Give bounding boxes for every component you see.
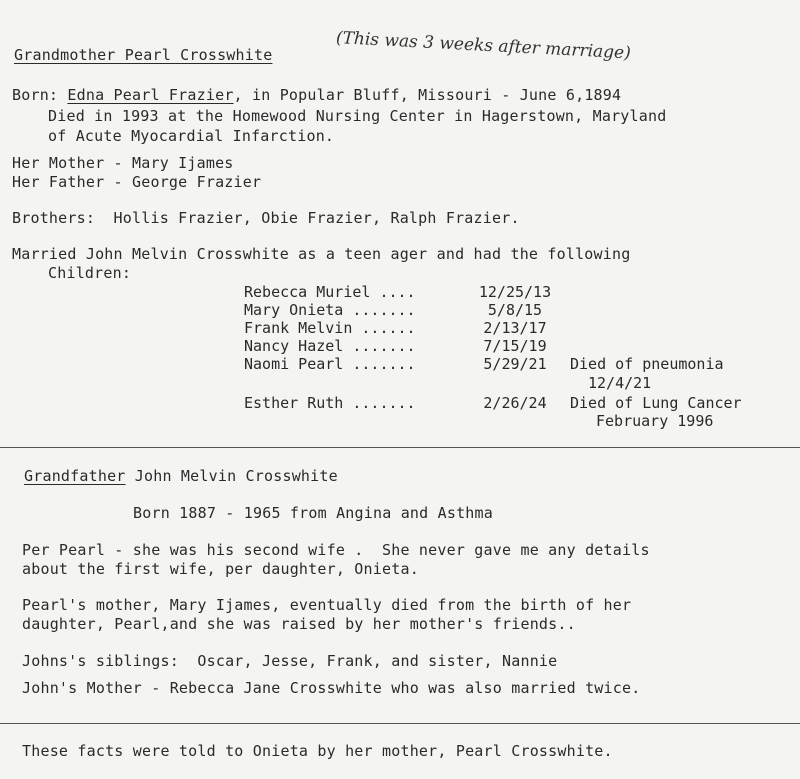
footer-divider: [0, 723, 800, 724]
married-line-1: Married John Melvin Crosswhite as a teen ager and had the following: [12, 245, 631, 263]
child-row: [244, 355, 724, 373]
child-row: [244, 394, 742, 412]
father-line: Her Father - George Frazier: [12, 173, 262, 191]
handwritten-note: (This was 3 weeks after marriage): [335, 28, 632, 64]
brothers-line: Brothers: Hollis Frazier, Obie Frazier, Ralph Frazier.: [12, 209, 520, 227]
child-note-continued: February 1996: [596, 412, 714, 430]
child-date: 2/26/24: [483, 394, 547, 412]
child-name: Mary Onieta .......: [244, 301, 416, 319]
child-row: [244, 319, 570, 337]
siblings-line: Johns's siblings: Oscar, Jesse, Frank, and sister, Nannie: [22, 652, 558, 670]
child-note: Died of pneumonia: [570, 355, 724, 373]
john-mother-line: John's Mother - Rebecca Jane Crosswhite who was also married twice.: [22, 679, 641, 697]
child-note-continued: 12/4/21: [588, 374, 652, 392]
child-date: 5/8/15: [487, 301, 543, 319]
footer-note: These facts were told to Onieta by her mother, Pearl Crosswhite.: [22, 742, 613, 760]
died-line-1: Died in 1993 at the Homewood Nursing Center in Hagerstown, Maryland: [48, 107, 667, 125]
child-name: Nancy Hazel .......: [244, 337, 416, 355]
child-note: Died of Lung Cancer: [570, 394, 742, 412]
grandfather-born: Born 1887 - 1965 from Angina and Asthma: [133, 504, 493, 522]
child-date: 12/25/13: [478, 283, 552, 301]
child-name: Naomi Pearl .......: [244, 355, 416, 373]
born-prefix: Born:: [12, 86, 68, 104]
paragraph-2-line-2: daughter, Pearl,and she was raised by her mother's friends..: [22, 615, 576, 633]
child-row: [244, 283, 570, 301]
child-name: Esther Ruth .......: [244, 394, 416, 412]
child-row: [244, 301, 570, 319]
child-row: [244, 337, 570, 355]
died-line-2: of Acute Myocardial Infarction.: [48, 127, 335, 145]
grandfather-label: Grandfather: [24, 467, 126, 485]
child-date: 7/15/19: [483, 337, 547, 355]
section-divider: [0, 447, 800, 448]
paragraph-2-line-1: Pearl's mother, Mary Ijames, eventually died from the birth of her: [22, 596, 632, 614]
paragraph-1-line-1: Per Pearl - she was his second wife . She never gave me any details: [22, 541, 650, 559]
married-line-2: Children:: [48, 264, 132, 282]
grandmother-title: Grandmother Pearl Crosswhite: [14, 46, 273, 64]
born-line: [12, 86, 621, 104]
child-name: Rebecca Muriel ....: [244, 283, 416, 301]
child-name: Frank Melvin ......: [244, 319, 416, 337]
grandfather-name: John Melvin Crosswhite: [125, 467, 338, 485]
born-name: Edna Pearl Frazier: [67, 86, 234, 104]
mother-line: Her Mother - Mary Ijames: [12, 154, 234, 172]
paragraph-1-line-2: about the first wife, per daughter, Onieta.: [22, 560, 419, 578]
grandfather-title: [24, 467, 338, 485]
child-date: 5/29/21: [483, 355, 547, 373]
child-date: 2/13/17: [483, 319, 547, 337]
born-rest: , in Popular Bluff, Missouri - June 6,1894: [233, 86, 622, 104]
